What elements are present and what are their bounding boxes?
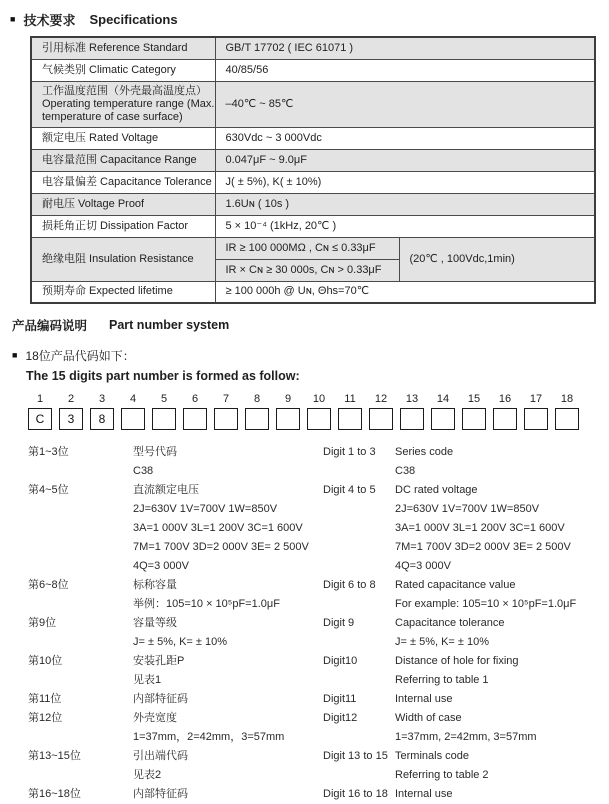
digit-definition-row [28, 443, 609, 481]
digit-position-number: 13 [405, 393, 419, 405]
digit-position-row [28, 393, 609, 405]
part-number-strip [28, 393, 609, 430]
digit-desc-cn [133, 614, 323, 652]
square-bullet-icon: ■ [12, 350, 18, 360]
digit-desc-line: Series code [395, 446, 454, 458]
digit-desc-line: Referring to table 2 [395, 769, 489, 781]
spec-row-capacitance-range [31, 149, 595, 171]
spec-label: 引用标准 Reference Standard [31, 37, 215, 59]
part-number-cell-row [28, 408, 609, 430]
part-number-intro-cn [12, 347, 609, 364]
spec-label: 耐电压 Voltage Proof [31, 193, 215, 215]
digit-desc-line: 容量等级 [133, 617, 177, 629]
digit-desc-line: 外壳宽度 [133, 712, 177, 724]
digit-desc-line: 见表2 [133, 769, 162, 781]
digit-desc-line: 1=37mm，2=42mm，3=57mm [133, 731, 285, 743]
digit-desc-en [395, 481, 609, 576]
digit-position-number: 16 [498, 393, 512, 405]
digit-range-label-cn: 第1~3位 [28, 446, 69, 458]
digit-range-label-cn: 第13~15位 [28, 750, 81, 762]
digit-position-number: 4 [129, 393, 137, 405]
digit-desc-cn [133, 747, 323, 785]
digit-desc-en [395, 443, 609, 481]
spec-row-insulation-resistance [31, 237, 595, 259]
part-number-intro-en: The 15 digits part number is formed as follow: [26, 369, 300, 383]
digit-desc-line: 3A=1 000V 3L=1 200V 3C=1 600V [395, 522, 565, 534]
digit-desc-line: Internal use [395, 788, 453, 800]
digit-range-label-cn: 第12位 [28, 712, 63, 724]
digit-desc-line: Distance of hole for fixing [395, 655, 519, 667]
digit-position-number: 6 [191, 393, 199, 405]
part-number-cell [369, 408, 393, 430]
digit-range-label-cn: 第4~5位 [28, 484, 69, 496]
digit-definition-row [28, 747, 609, 785]
spec-value-ir-high: IR × Cɴ ≥ 30 000s, Cɴ > 0.33μF [215, 259, 399, 281]
insulation-condition-note: (20℃ , 100Vdc,1min) [399, 237, 595, 281]
digit-desc-line: 举例：105=10 × 10⁵pF=1.0μF [133, 598, 280, 610]
square-bullet-icon: ■ [10, 14, 16, 24]
spec-row-rated-voltage [31, 127, 595, 149]
spec-value: 0.047μF ~ 9.0μF [215, 149, 595, 171]
digit-desc-en [395, 709, 609, 747]
digit-desc-line: Rated capacitance value [395, 579, 516, 591]
digit-range-label-en: Digit12 [323, 712, 358, 724]
spec-value: GB/T 17702 ( IEC 61071 ) [215, 37, 595, 59]
digit-desc-line: J= ± 5%, K= ± 10% [395, 636, 490, 648]
digit-desc-cn [133, 690, 323, 709]
digit-definition-row [28, 614, 609, 652]
part-number-cell [214, 408, 238, 430]
digit-position-number: 12 [374, 393, 388, 405]
spec-label-line: temperature of case surface) [42, 110, 183, 123]
digit-desc-line: 内部特征码 [133, 693, 188, 705]
part-number-cell [276, 408, 300, 430]
part-number-cell [462, 408, 486, 430]
spec-label: 绝缘电阻 Insulation Resistance [31, 237, 215, 281]
digit-desc-line: 标称容量 [133, 579, 177, 591]
digit-desc-en [395, 652, 609, 690]
digit-desc-line: Referring to table 1 [395, 674, 489, 686]
spec-label: 额定电压 Rated Voltage [31, 127, 215, 149]
digit-desc-cn [133, 785, 323, 804]
spec-row-capacitance-tolerance [31, 171, 595, 193]
part-number-cell [338, 408, 362, 430]
digit-range-label-cn: 第9位 [28, 617, 57, 629]
datasheet-page [0, 10, 609, 800]
digit-range-label-en: Digit 13 to 15 [323, 750, 388, 762]
part-number-title-cn: 产品编码说明 [12, 319, 88, 333]
digit-range-label-en: Digit 9 [323, 617, 355, 629]
digit-desc-line: 安装孔距P [133, 655, 185, 667]
digit-range-label-en: Digit 4 to 5 [323, 484, 376, 496]
digit-position-number: 14 [436, 393, 450, 405]
digit-position-number: 2 [67, 393, 75, 405]
digit-desc-cn [133, 576, 323, 614]
digit-range-label-cn: 第10位 [28, 655, 63, 667]
digit-desc-en [395, 785, 609, 804]
digit-range-label-en: Digit11 [323, 693, 357, 705]
spec-row-climatic-category [31, 59, 595, 81]
part-number-cell [121, 408, 145, 430]
digit-desc-cn [133, 481, 323, 576]
part-number-cell: 3 [59, 408, 83, 430]
spec-value: 1.6Uɴ ( 10s ) [215, 193, 595, 215]
part-number-cell [431, 408, 455, 430]
digit-desc-cn [133, 709, 323, 747]
digit-definition-row [28, 690, 609, 709]
digit-desc-line: 2J=630V 1V=700V 1W=850V [395, 503, 540, 515]
digit-position-number: 11 [344, 393, 356, 405]
digit-desc-line: 7M=1 700V 3D=2 000V 3E= 2 500V [395, 541, 571, 553]
part-number-section-title [12, 316, 609, 334]
digit-definition-row [28, 785, 609, 804]
digit-position-number: 8 [253, 393, 261, 405]
part-number-intro-cn-text: 18位产品代码如下： [25, 349, 135, 363]
spec-value: –40℃ ~ 85℃ [215, 81, 595, 127]
digit-desc-en [395, 747, 609, 785]
digit-desc-line: J= ± 5%, K= ± 10% [133, 636, 228, 648]
spec-label-line: 工作温度范围（外壳最高温度点） [42, 84, 207, 97]
digit-range-label-en: Digit10 [323, 655, 358, 667]
spec-title-en: Specifications [89, 12, 178, 27]
digit-desc-line: For example: 105=10 × 10⁵pF=1.0μF [395, 598, 577, 610]
digit-desc-line: Internal use [395, 693, 453, 705]
digit-desc-line: 4Q=3 000V [395, 560, 451, 572]
part-number-cell [555, 408, 579, 430]
spec-section-header [10, 10, 609, 29]
digit-desc-line: C38 [133, 465, 154, 477]
digit-position-number: 9 [284, 393, 292, 405]
digit-desc-line: 2J=630V 1V=700V 1W=850V [133, 503, 278, 515]
digit-desc-line: DC rated voltage [395, 484, 478, 496]
digit-desc-line: 1=37mm, 2=42mm, 3=57mm [395, 731, 537, 743]
digit-desc-line: 4Q=3 000V [133, 560, 189, 572]
digit-desc-en [395, 614, 609, 652]
digit-position-number: 1 [36, 393, 44, 405]
part-number-cell [183, 408, 207, 430]
digit-desc-line: Terminals code [395, 750, 469, 762]
digit-definition-list [28, 443, 609, 804]
specifications-table [30, 36, 596, 304]
spec-row-operating-temperature [31, 81, 595, 127]
spec-title-cn: 技术要求 [23, 13, 76, 28]
spec-label: 电容量偏差 Capacitance Tolerance [31, 171, 215, 193]
digit-desc-line: 见表1 [133, 674, 162, 686]
spec-label: 预期寿命 Expected lifetime [31, 281, 215, 303]
spec-label: 损耗角正切 Dissipation Factor [31, 215, 215, 237]
spec-row-expected-lifetime [31, 281, 595, 303]
part-number-cell: 8 [90, 408, 114, 430]
spec-value: J( ± 5%), K( ± 10%) [215, 171, 595, 193]
digit-range-label-cn: 第6~8位 [28, 579, 69, 591]
part-number-cell [524, 408, 548, 430]
digit-desc-en [395, 576, 609, 614]
digit-desc-line: C38 [395, 465, 416, 477]
digit-desc-line: 7M=1 700V 3D=2 000V 3E= 2 500V [133, 541, 309, 553]
digit-range-label-en: Digit 6 to 8 [323, 579, 376, 591]
digit-range-label-cn: 第11位 [28, 693, 62, 705]
spec-value-ir-low: IR ≥ 100 000MΩ , Cɴ ≤ 0.33μF [215, 237, 399, 259]
part-number-cell [152, 408, 176, 430]
part-number-cell [245, 408, 269, 430]
digit-definition-row [28, 481, 609, 576]
part-number-cell [400, 408, 424, 430]
digit-range-label-cn: 第16~18位 [28, 788, 81, 800]
digit-desc-line: Width of case [395, 712, 462, 724]
digit-range-label-en: Digit 16 to 18 [323, 788, 388, 800]
digit-definition-row [28, 652, 609, 690]
part-number-cell [493, 408, 517, 430]
digit-definition-row [28, 709, 609, 747]
digit-position-number: 10 [312, 393, 326, 405]
spec-row-reference-standard [31, 37, 595, 59]
digit-position-number: 17 [529, 393, 543, 405]
spec-value: 40/85/56 [215, 59, 595, 81]
spec-row-dissipation-factor [31, 215, 595, 237]
spec-value: 630Vdc ~ 3 000Vdc [215, 127, 595, 149]
digit-desc-line: 直流额定电压 [133, 484, 199, 496]
part-number-title-en: Part number system [109, 318, 230, 332]
digit-definition-row [28, 576, 609, 614]
digit-desc-line: 引出端代码 [133, 750, 188, 762]
part-number-cell: C [28, 408, 52, 430]
digit-desc-cn [133, 652, 323, 690]
spec-label: 电容量范围 Capacitance Range [31, 149, 215, 171]
digit-position-number: 5 [160, 393, 168, 405]
digit-position-number: 15 [467, 393, 481, 405]
digit-range-label-en: Digit 1 to 3 [323, 446, 376, 458]
digit-position-number: 18 [560, 393, 574, 405]
part-number-cell [307, 408, 331, 430]
spec-label [31, 81, 215, 127]
spec-label: 气候类别 Climatic Category [31, 59, 215, 81]
digit-desc-line: Capacitance tolerance [395, 617, 505, 629]
digit-desc-en [395, 690, 609, 709]
digit-desc-line: 型号代码 [133, 446, 177, 458]
digit-desc-line: 内部特征码 [133, 788, 188, 800]
digit-desc-line: 3A=1 000V 3L=1 200V 3C=1 600V [133, 522, 303, 534]
digit-desc-cn [133, 443, 323, 481]
spec-label-line: Operating temperature range (Max. [42, 97, 215, 110]
spec-row-voltage-proof [31, 193, 595, 215]
spec-value: 5 × 10⁻⁴ (1kHz, 20℃ ) [215, 215, 595, 237]
spec-value: ≥ 100 000h @ Uɴ, Θhs=70℃ [215, 281, 595, 303]
digit-position-number: 7 [222, 393, 230, 405]
digit-position-number: 3 [98, 393, 106, 405]
